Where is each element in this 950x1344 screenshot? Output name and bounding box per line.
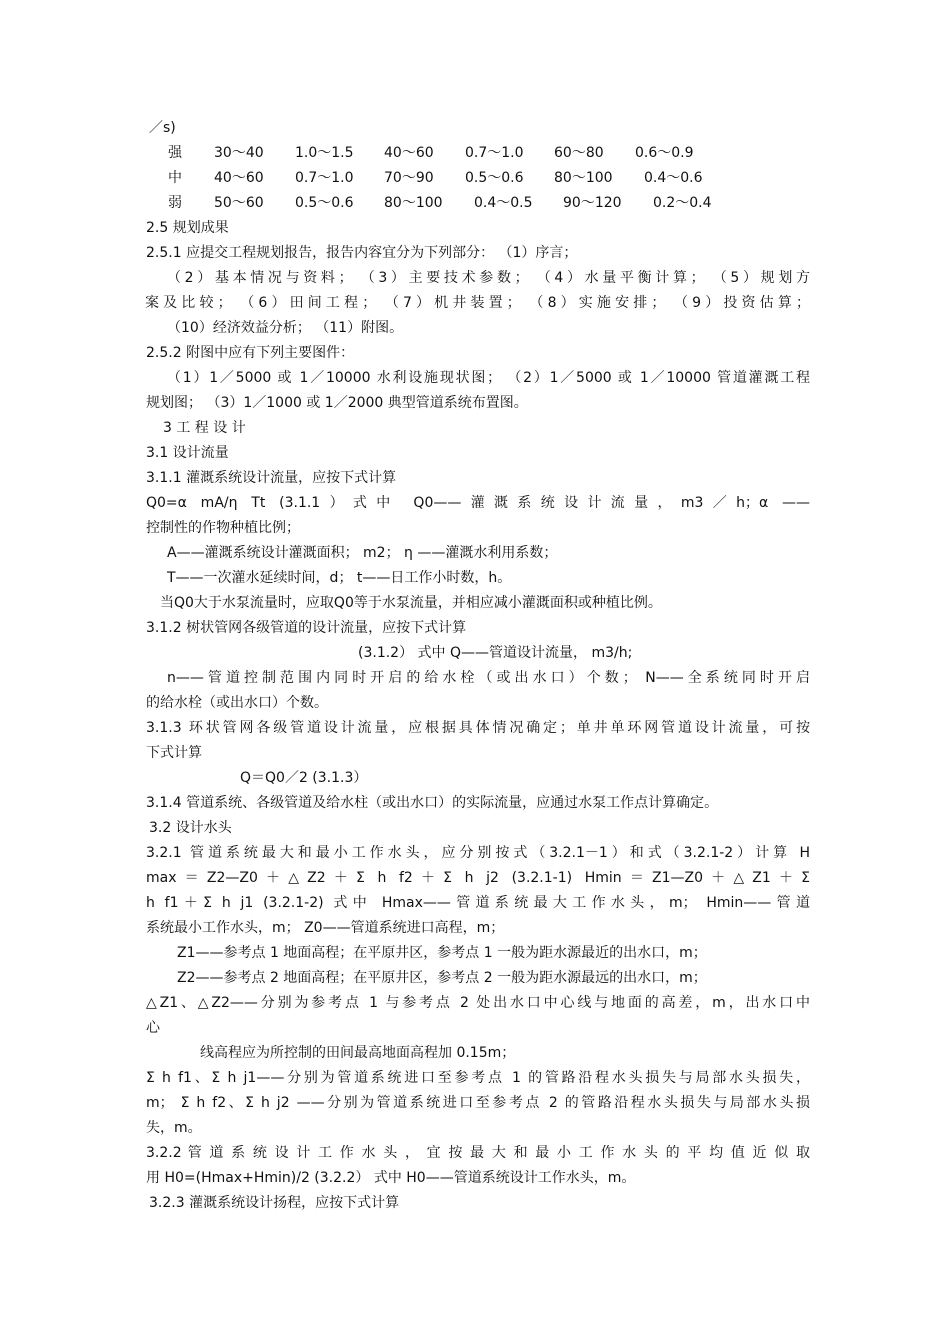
formula-line: h f1＋Σ h j1 (3.2.1-2) 式中 Hmax——管道系统最大工作水头，m； Hmin——管道 bbox=[146, 895, 810, 911]
text-line: 失，m。 bbox=[146, 1120, 202, 1136]
section-heading: 3.1 设计流量 bbox=[146, 445, 229, 461]
table-cell: 0.5～0.6 bbox=[465, 170, 524, 186]
text-line: 3.2.2 管 道 系 统 设 计 工 作 水 头 ， 宜 按 最 大 和 最 小 工 作 水 头 的 平 均 值 近 似 取 bbox=[146, 1145, 810, 1161]
formula-line: Q0=α mA/η Tt (3.1.1）式中 Q0——灌溉系统设计流量，m3／h；α —— bbox=[146, 495, 810, 511]
table-cell: 80～100 bbox=[554, 170, 613, 186]
table-cell: 80～100 bbox=[384, 195, 443, 211]
text-line: T——一次灌水延续时间，d； t——日工作小时数，h。 bbox=[167, 570, 512, 586]
table-cell: 40～60 bbox=[384, 145, 434, 161]
text-line: n——管道控制范围内同时开启的给水栓（或出水口）个数； N——全系统同时开启 bbox=[167, 670, 810, 686]
text-line: m； Σ h f2、Σ h j2 ——分别为管道系统进口至参考点 2 的管路沿程水头损失与局部水头损 bbox=[146, 1095, 810, 1111]
section-heading: 3.2 设计水头 bbox=[149, 820, 232, 836]
section-heading: 2.5 规划成果 bbox=[146, 220, 229, 236]
formula-line: Q＝Q0／2 (3.1.3） bbox=[240, 770, 368, 786]
text-line: 3.2.3 灌溉系统设计扬程，应按下式计算 bbox=[149, 1195, 400, 1211]
table-cell: 强 bbox=[168, 145, 182, 161]
text-line: 系统最小工作水头，m； Z0——管道系统进口高程，m； bbox=[146, 920, 505, 936]
table-cell: 50～60 bbox=[214, 195, 264, 211]
table-cell: 中 bbox=[168, 170, 182, 186]
formula-line: 用 H0=(Hmax+Hmin)/2 (3.2.2） 式中 H0——管道系统设计工作水头，m。 bbox=[146, 1170, 636, 1186]
text-line: A——灌溉系统设计灌溉面积； m2； η ——灌溉水利用系数； bbox=[167, 545, 558, 561]
text-line: （2）基本情况与资料； （3）主要技术参数； （4）水量平衡计算； （5）规划方 bbox=[167, 270, 810, 286]
table-cell: 0.4～0.5 bbox=[474, 195, 533, 211]
table-cell: 30～40 bbox=[214, 145, 264, 161]
text-line: 心 bbox=[146, 1020, 160, 1036]
text-line: 2.5.2 附图中应有下列主要图件： bbox=[146, 345, 355, 361]
table-cell: 70～90 bbox=[384, 170, 434, 186]
text-line: 3.1.4 管道系统、各级管道及给水柱（或出水口）的实际流量，应通过水泵工作点计算确定。 bbox=[146, 795, 719, 811]
text-line: 3.2.1 管道系统最大和最小工作水头，应分别按式（3.2.1－1）和式（3.2.1-2）计算 H bbox=[146, 845, 810, 861]
table-cell: 0.7～1.0 bbox=[465, 145, 524, 161]
table-cell: 0.4～0.6 bbox=[644, 170, 703, 186]
table-cell: 1.0～1.5 bbox=[295, 145, 354, 161]
table-cell: 弱 bbox=[168, 195, 182, 211]
text-line: 案及比较； （6）田间工程； （7）机井装置； （8）实施安排； （9）投资估算； bbox=[145, 295, 810, 311]
text-line: 当Q0大于水泵流量时，应取Q0等于水泵流量，并相应减小灌溉面积或种植比例。 bbox=[160, 595, 662, 611]
text-line: Σ h f1、Σ h j1——分别为管道系统进口至参考点 1 的管路沿程水头损失与局部水头损失， bbox=[146, 1070, 810, 1086]
text-line: △Z1、△Z2——分别为参考点 1 与参考点 2 处出水口中心线与地面的高差，m，出水口中 bbox=[146, 995, 810, 1011]
table-cell: 40～60 bbox=[214, 170, 264, 186]
table-cell: 60～80 bbox=[554, 145, 604, 161]
text-line: 规划图； （3）1／1000 或 1／2000 典型管道系统布置图。 bbox=[146, 395, 528, 411]
text-line: 的给水栓（或出水口）个数。 bbox=[146, 695, 328, 711]
text-line: 控制性的作物种植比例； bbox=[146, 520, 300, 536]
table-cell: 0.2～0.4 bbox=[653, 195, 712, 211]
text-line: 下式计算 bbox=[146, 745, 202, 761]
text-line: Z1——参考点 1 地面高程；在平原井区，参考点 1 一般为距水源最近的出水口，m； bbox=[177, 945, 707, 961]
formula-line: (3.1.2） 式中 Q——管道设计流量， m3/h; bbox=[358, 645, 633, 661]
text-line: 3.1.3 环状管网各级管道设计流量，应根据具体情况确定；单井单环网管道设计流量，可按 bbox=[146, 720, 810, 736]
text-line: Z2——参考点 2 地面高程；在平原井区，参考点 2 一般为距水源最远的出水口，m； bbox=[177, 970, 707, 986]
text-line: （10）经济效益分析； （11）附图。 bbox=[167, 320, 404, 336]
table-cell: 0.6～0.9 bbox=[635, 145, 694, 161]
text-line: 线高程应为所控制的田间最高地面高程加 0.15m； bbox=[200, 1045, 516, 1061]
table-cell: 90～120 bbox=[563, 195, 622, 211]
text-line: （1）1／5000 或 1／10000 水利设施现状图； （2）1／5000 或 1／10000 管道灌溉工程 bbox=[167, 370, 810, 386]
chapter-heading: 3 工 程 设 计 bbox=[163, 420, 246, 436]
text-line: 3.1.1 灌溉系统设计流量，应按下式计算 bbox=[146, 470, 397, 486]
intro-line: ／s) bbox=[149, 120, 176, 136]
table-cell: 0.7～1.0 bbox=[295, 170, 354, 186]
table-cell: 0.5～0.6 bbox=[295, 195, 354, 211]
text-line: 2.5.1 应提交工程规划报告，报告内容宜分为下列部分： （1）序言； bbox=[146, 245, 578, 261]
formula-line: max＝Z2—Z0＋△Z2＋Σ h f2＋Σ h j2 (3.2.1-1) Hmin＝Z1—Z0＋△Z1＋Σ bbox=[146, 870, 810, 886]
text-line: 3.1.2 树状管网各级管道的设计流量，应按下式计算 bbox=[146, 620, 467, 636]
